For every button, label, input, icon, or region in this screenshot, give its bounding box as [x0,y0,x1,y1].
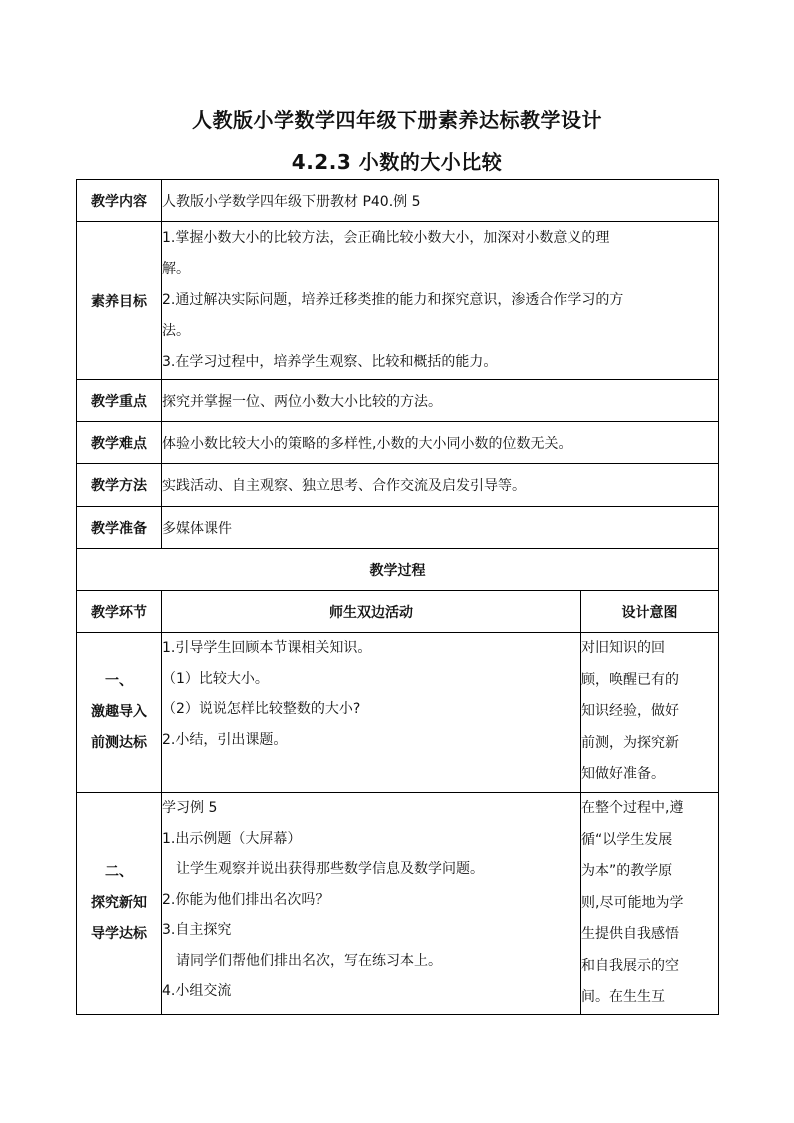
intent-line: 知识经验，做好 [581,703,679,719]
goal-line: 解。 [162,261,190,277]
intent-line: 为本”的教学原 [581,863,673,879]
intent-line: 顾，唤醒已有的 [581,671,679,688]
process-stage-row [77,633,719,793]
column-header-intent: 设计意图 [581,591,719,633]
goal-line: 1.掌握小数大小的比较方法，会正确比较小数大小，加深对小数意义的理 [162,230,610,246]
activity-line: 1.出示例题（大屏幕） [162,830,302,847]
activity-cell [162,793,581,1015]
value-preparation: 多媒体课件 [162,507,719,549]
row-key-point [77,380,719,422]
column-header-stage: 教学环节 [77,591,162,633]
row-process-heading [77,549,719,591]
activity-line: 2.小结，引出课题。 [162,731,288,748]
stage-number: 一、 [105,673,133,689]
intent-line: 间。在生生互 [581,989,665,1005]
value-teaching-content: 人教版小学数学四年级下册教材 P40.例 5 [162,180,719,222]
value-competency-goals [162,222,719,380]
value-method: 实践活动、自主观察、独立思考、合作交流及启发引导等。 [162,464,719,507]
row-difficulty [77,422,719,464]
activity-line: 4.小组交流 [162,983,232,999]
label-key-point: 教学重点 [77,380,162,422]
activity-line: 2.你能为他们排出名次吗？ [162,891,330,908]
lesson-plan-table [76,179,719,1015]
activity-line: 3.自主探究 [162,922,232,938]
stage-name: 激趣导入 [91,704,147,720]
stage-cell [77,793,162,1015]
value-difficulty: 体验小数比较大小的策略的多样性,小数的大小同小数的位数无关。 [162,422,719,464]
intent-line: 对旧知识的回 [581,640,665,656]
column-header-activities: 师生双边活动 [162,591,581,633]
intent-line: 生提供自我感悟 [581,926,679,942]
intent-line: 则,尽可能地为学 [581,894,684,911]
activity-line: 1.引导学生回顾本节课相关知识。 [162,640,372,656]
label-teaching-content: 教学内容 [77,180,162,222]
activity-line: 学习例 5 [162,800,218,816]
intent-line: 前测，为探究新 [581,734,679,751]
activity-cell [162,633,581,793]
label-difficulty: 教学难点 [77,422,162,464]
stage-name: 探究新知 [91,895,147,911]
stage-cell [77,633,162,793]
row-teaching-content [77,180,719,222]
row-preparation [77,507,719,549]
label-method: 教学方法 [77,464,162,507]
intent-line: 知做好准备。 [581,766,665,782]
intent-cell [581,793,719,1015]
activity-line: 让学生观察并说出获得那些数学信息及数学问题。 [176,861,484,877]
stage-number: 二、 [105,864,133,880]
process-heading: 教学过程 [77,549,719,591]
intent-line: 在整个过程中,遵 [581,800,684,816]
activity-line: （2）说说怎样比较整数的大小? [162,701,361,717]
goal-line: 3.在学习过程中，培养学生观察、比较和概括的能力。 [162,354,498,370]
row-competency-goals [77,222,719,380]
document-title: 人教版小学数学四年级下册素养达标教学设计 [192,108,602,132]
process-header-row [77,591,719,633]
activity-line: （1）比较大小。 [162,670,269,687]
stage-name: 前测达标 [91,735,147,751]
label-competency-goals: 素养目标 [77,222,162,380]
intent-line: 循“以学生发展 [581,831,673,848]
goal-line: 法。 [162,323,190,339]
activity-line: 请同学们帮他们排出名次，写在练习本上。 [176,952,442,969]
stage-name: 导学达标 [91,926,147,942]
intent-line: 和自我展示的空 [581,957,679,974]
row-method [77,464,719,507]
goal-line: 2.通过解决实际问题，培养迁移类推的能力和探究意识，渗透合作学习的方 [162,292,624,308]
value-key-point: 探究并掌握一位、两位小数大小比较的方法。 [162,380,719,422]
label-preparation: 教学准备 [77,507,162,549]
document-subtitle: 4.2.3 小数的大小比较 [291,150,503,174]
process-stage-row [77,793,719,1015]
intent-cell [581,633,719,793]
